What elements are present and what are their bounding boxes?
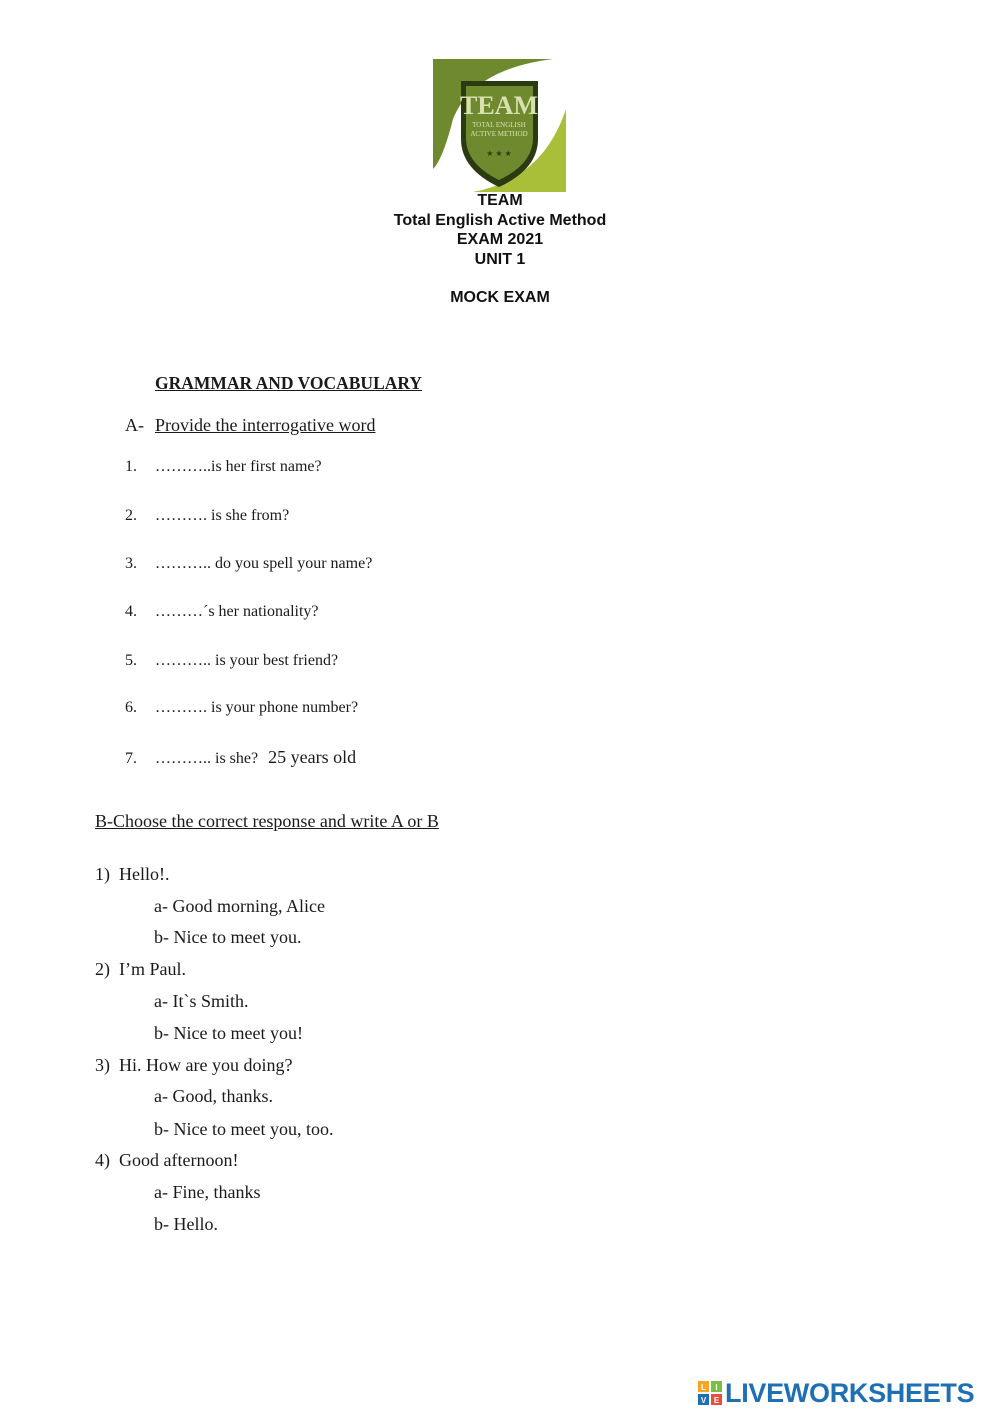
section-title: GRAMMAR AND VOCABULARY [155, 373, 423, 393]
question-item: 6. ………. is your phone number? [125, 699, 359, 716]
shield-logo-icon [433, 59, 566, 192]
header-program: Total English Active Method [393, 212, 607, 229]
svg-text:L: L [701, 1383, 706, 1392]
question-item: 7. ……….. is she? 25 years old [125, 747, 357, 767]
brand-name: LIVEWORKSHEETS [725, 1377, 975, 1408]
svg-text:TEAM: TEAM [460, 91, 538, 120]
question-text: ………. is your phone number? [155, 699, 359, 716]
header-exam-year: EXAM 2021 [456, 231, 544, 248]
team-logo [433, 59, 566, 192]
question-item: 1. ………..is her first name? [125, 458, 322, 475]
part-a-label: A- [125, 415, 144, 435]
option-b: b- Hello. [154, 1214, 218, 1234]
dialogue-prompt: 1) Hello!. [95, 864, 170, 884]
question-text: ………..is her first name? [155, 458, 322, 475]
part-a-heading [125, 415, 375, 436]
option-a: a- Fine, thanks [154, 1182, 261, 1202]
dialogue-prompt: 3) Hi. How are you doing? [95, 1055, 293, 1075]
liveworksheets-logo-icon [698, 1381, 722, 1405]
dialogue-prompt: 2) I’m Paul. [95, 959, 186, 979]
header-unit: UNIT 1 [474, 251, 526, 268]
svg-text:E: E [713, 1396, 720, 1405]
question-item: 3. ……….. do you spell your name? [125, 555, 373, 572]
svg-text:TOTAL ENGLISH: TOTAL ENGLISH [472, 121, 526, 129]
svg-text:I: I [715, 1383, 718, 1392]
question-text: ………´s her nationality? [155, 603, 319, 620]
question-text: ……….. is your best friend? [155, 652, 339, 669]
option-b: b- Nice to meet you. [154, 927, 302, 947]
svg-text:ACTIVE METHOD: ACTIVE METHOD [470, 130, 528, 138]
liveworksheets-brand [698, 1378, 974, 1408]
question-text: ……….. do you spell your name? [155, 555, 373, 572]
answer-hint: 25 years old [268, 747, 357, 767]
question-item: 2. ………. is she from? [125, 507, 290, 524]
question-text: ……….. is she? [155, 750, 259, 767]
dialogue-prompt: 4) Good afternoon! [95, 1150, 239, 1170]
part-a-instruction: Provide the interrogative word [155, 415, 376, 435]
question-text: ………. is she from? [155, 507, 290, 524]
header-mock-exam: MOCK EXAM [450, 289, 550, 306]
option-b: b- Nice to meet you, too. [154, 1119, 334, 1139]
question-item: 4. ………´s her nationality? [125, 603, 319, 620]
option-a: a- It`s Smith. [154, 991, 249, 1011]
svg-text:★ ★ ★: ★ ★ ★ [486, 149, 512, 158]
option-a: a- Good, thanks. [154, 1086, 273, 1106]
option-a: a- Good morning, Alice [154, 896, 325, 916]
part-b-instruction: B-Choose the correct response and write A or B [95, 811, 439, 831]
option-b: b- Nice to meet you! [154, 1023, 303, 1043]
svg-text:V: V [700, 1396, 707, 1405]
header-team: TEAM [477, 192, 523, 209]
question-item: 5. ……….. is your best friend? [125, 652, 339, 669]
